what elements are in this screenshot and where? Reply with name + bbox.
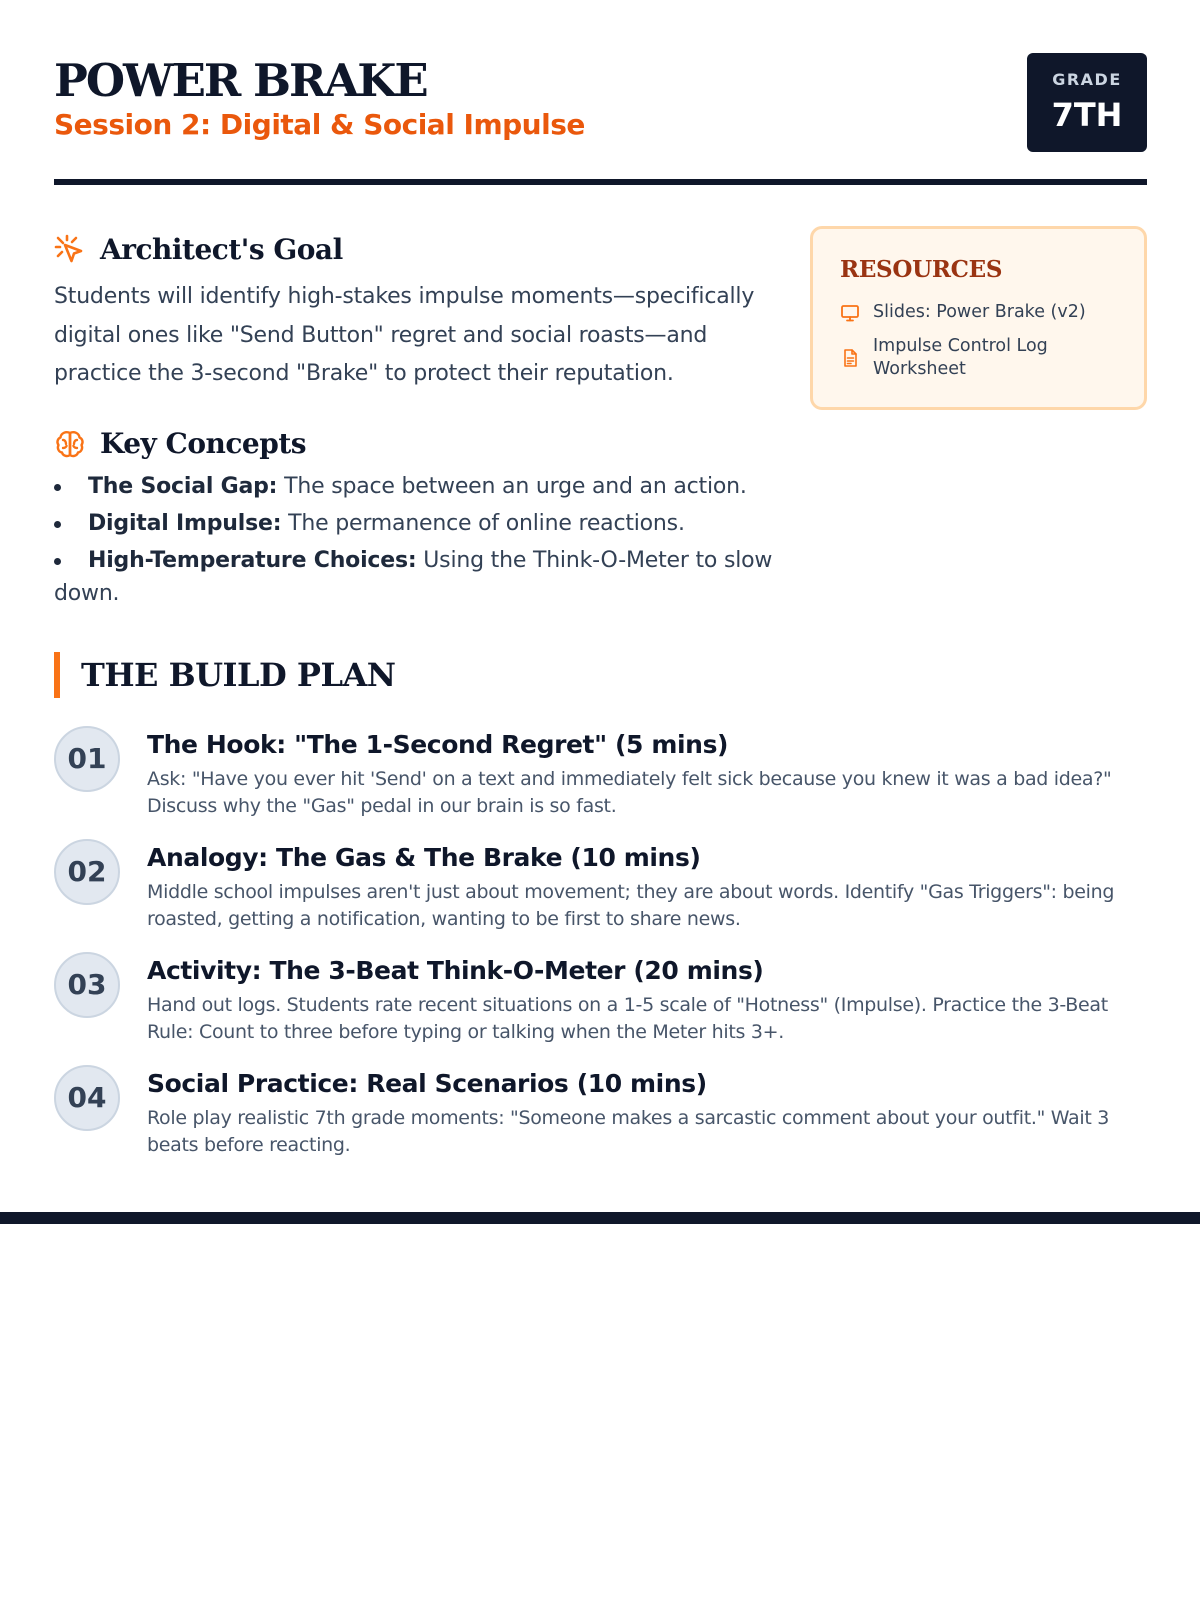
resource-item[interactable]: [840, 301, 1130, 327]
grade-badge: [1027, 53, 1147, 152]
page-subtitle: Session 2: Digital & Social Impulse: [54, 108, 585, 141]
goal-text: Students will identify high-stakes impulse moments—specifically digital ones like "Send Button" regret and social roasts—and practice the 3-second "Brake" to protect their reputation.: [54, 284, 755, 386]
step-number: 01: [54, 726, 120, 792]
header: [54, 52, 1147, 152]
concept-term: High-Temperature Choices:: [88, 548, 417, 573]
resource-label: Impulse Control Log Worksheet: [873, 336, 1048, 379]
grade-value: 7TH: [1051, 96, 1123, 134]
cursor-click-icon: [54, 234, 86, 266]
step-title: Analogy: The Gas & The Brake (10 mins): [147, 843, 701, 872]
resources-title: RESOURCES: [840, 256, 1003, 283]
goal-heading-text: Architect's Goal: [100, 233, 343, 266]
concept-item: [54, 470, 794, 503]
plan-step: [54, 839, 1147, 939]
footer-divider: [0, 1212, 1200, 1224]
plan-accent-bar: [54, 652, 60, 698]
concept-term: The Social Gap:: [88, 474, 278, 499]
step-number: 02: [54, 839, 120, 905]
concept-text: Using the Think-O-Meter to slow down.: [54, 548, 773, 606]
bullet-dot: [54, 521, 61, 528]
resource-item[interactable]: [840, 335, 1130, 385]
plan-title: THE BUILD PLAN: [81, 656, 396, 694]
grade-label: GRADE: [1052, 70, 1122, 89]
document-icon: [840, 348, 860, 368]
resource-label: Slides: Power Brake (v2): [873, 302, 1086, 322]
concepts-heading-text: Key Concepts: [100, 427, 307, 460]
step-description: Ask: "Have you ever hit 'Send' on a text and immediately felt sick because you knew it was a bad idea?" Discuss why the "Gas" pedal in our brain is so fast.: [147, 768, 1112, 817]
resources-card: [810, 226, 1147, 410]
concept-text: The space between an urge and an action.: [277, 474, 747, 499]
concept-item: [54, 507, 794, 540]
step-description: Middle school impulses aren't just about movement; they are about words. Identify "Gas Triggers": being roasted, getting a notification, wanting to be first to share news.: [147, 881, 1115, 930]
step-description: Role play realistic 7th grade moments: "Someone makes a sarcastic comment about your outfit." Wait 3 beats before reacting.: [147, 1107, 1110, 1156]
plan-step: [54, 726, 1147, 826]
bullet-dot: [54, 484, 61, 491]
step-description: Hand out logs. Students rate recent situations on a 1-5 scale of "Hotness" (Impulse). Practice the 3-Beat Rule: Count to three before typing or talking when the Meter hits 3+.: [147, 994, 1108, 1043]
header-divider: [54, 179, 1147, 185]
goal-heading: [54, 230, 794, 270]
concept-item: [54, 544, 794, 610]
step-title: Social Practice: Real Scenarios (10 mins): [147, 1069, 707, 1098]
concept-term: Digital Impulse:: [88, 511, 282, 536]
monitor-icon: [840, 303, 860, 323]
concepts-list: [54, 470, 794, 614]
brain-icon: [54, 428, 86, 460]
step-title: Activity: The 3-Beat Think-O-Meter (20 mins): [147, 956, 764, 985]
concept-text: The permanence of online reactions.: [281, 511, 685, 536]
step-title: The Hook: "The 1-Second Regret" (5 mins): [147, 730, 729, 759]
page-title: POWER BRAKE: [54, 54, 427, 107]
plan-step: [54, 1065, 1147, 1165]
bullet-dot: [54, 558, 61, 565]
step-number: 03: [54, 952, 120, 1018]
plan-step: [54, 952, 1147, 1052]
concepts-heading: [54, 424, 794, 464]
step-number: 04: [54, 1065, 120, 1131]
